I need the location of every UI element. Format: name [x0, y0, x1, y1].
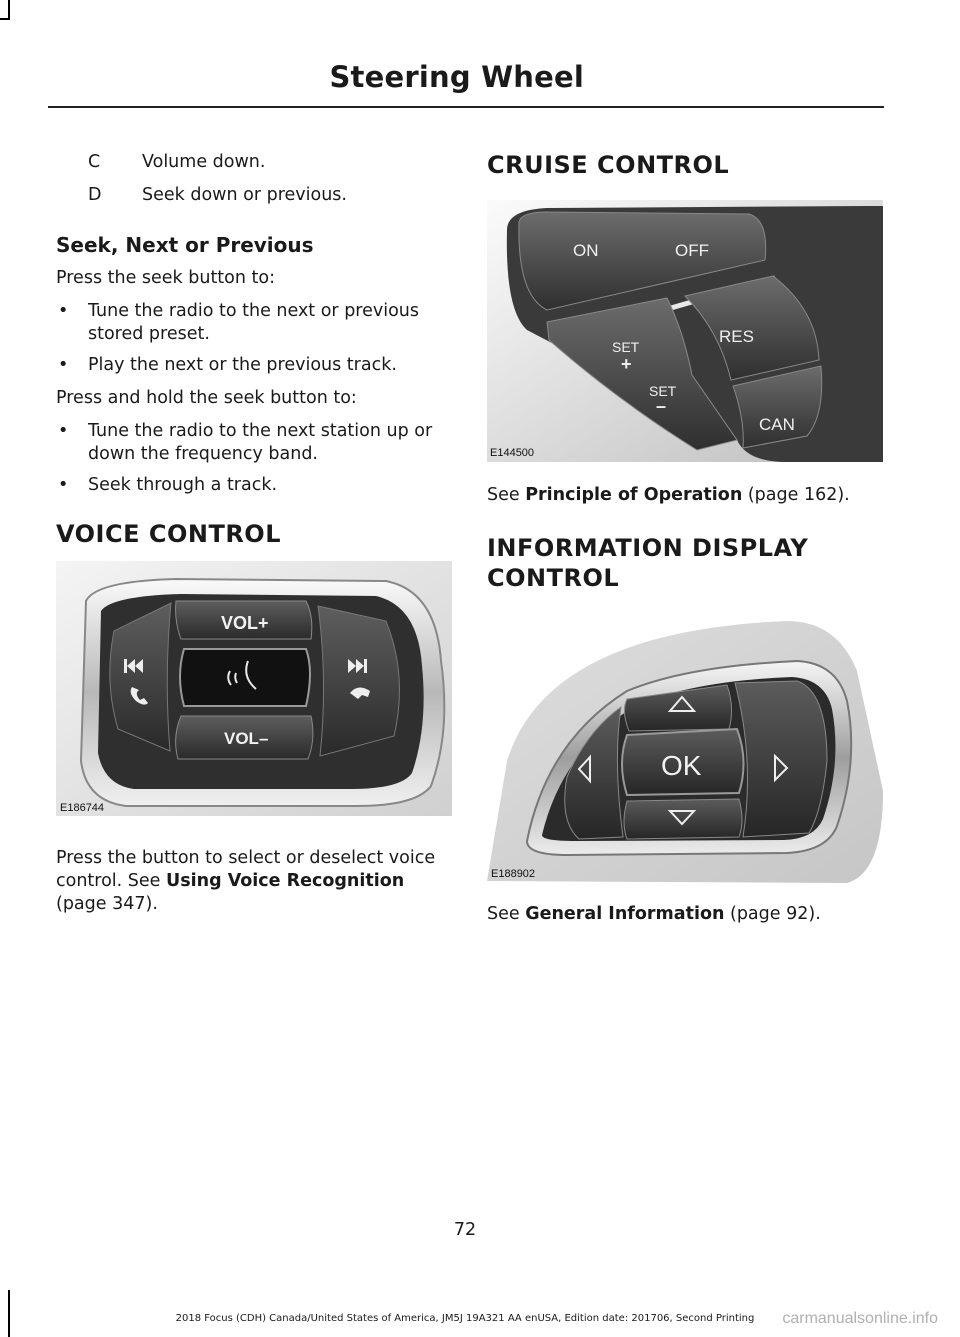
section-heading-cruise: CRUISE CONTROL — [487, 151, 730, 179]
page-title: Steering Wheel — [329, 60, 584, 94]
voice-control-figure — [56, 561, 452, 821]
list-item: • Seek through a track. — [58, 475, 278, 495]
plus-icon: + — [621, 354, 632, 374]
crop-mark — [8, 0, 10, 18]
hold-intro: Press and hold the seek button to: — [56, 388, 357, 408]
page-number: 72 — [453, 1220, 477, 1240]
figure-code: E188902 — [491, 868, 536, 880]
ok-label: OK — [661, 750, 702, 781]
figure-code: E144500 — [490, 447, 535, 459]
hold-list — [56, 420, 452, 497]
legend-item — [88, 183, 452, 207]
legend-item — [88, 150, 452, 174]
can-label: CAN — [759, 415, 795, 434]
minus-icon: – — [656, 396, 667, 416]
cruise-control-figure — [487, 200, 883, 462]
list-item: • Play the next or the previous track. — [58, 355, 397, 375]
legend-text: Seek down or previous. — [142, 185, 347, 205]
res-label: RES — [719, 327, 754, 346]
legend-key: C — [88, 152, 101, 172]
list-item: • Tune the radio to the next or previous stored preset. — [58, 301, 420, 344]
header-divider — [48, 106, 884, 108]
press-list — [56, 300, 452, 377]
seek-forward-button — [318, 606, 399, 756]
voice-control-illustration — [56, 561, 452, 821]
right-button — [735, 681, 827, 837]
watermark: carmanualsonline.info — [782, 1310, 938, 1327]
voice-text: Press the button to select or deselect voice control. See — [56, 848, 436, 891]
section-heading-seek: Seek, Next or Previous — [56, 233, 314, 257]
cruise-paragraph: See Principle of Operation (page 162). — [487, 485, 850, 505]
info-display-illustration — [487, 611, 883, 883]
off-label: OFF — [675, 241, 709, 260]
voice-button — [180, 649, 310, 706]
bullet-icon: • — [58, 355, 69, 375]
list-item: • Tune the radio to the next station up or down the frequency band. — [58, 421, 433, 464]
vol-up-label: VOL+ — [221, 613, 269, 633]
voice-page: (page 347). — [56, 894, 158, 914]
voice-paragraph — [56, 847, 452, 916]
legend-text: Volume down. — [142, 152, 266, 172]
figure-code: E186744 — [60, 802, 105, 814]
set-plus-label: SET — [612, 339, 640, 355]
bullet-icon: • — [58, 475, 69, 495]
bullet-icon: • — [58, 301, 69, 321]
section-heading-info: INFORMATION DISPLAY CONTROL — [487, 534, 809, 592]
set-minus-label: SET — [649, 383, 677, 399]
right-column — [487, 144, 883, 936]
on-label: ON — [573, 241, 599, 260]
footer-text: 2018 Focus (CDH) Canada/United States of America, JM5J 19A321 AA enUSA, Edition date: 201706, Second Printing — [175, 1313, 755, 1324]
legend-key: D — [88, 185, 102, 205]
vol-down-label: VOL– — [224, 729, 269, 748]
info-ref-link[interactable]: General Information — [525, 904, 725, 924]
voice-ref-link[interactable]: Using Voice Recognition — [166, 871, 405, 891]
cruise-control-illustration — [487, 200, 883, 462]
bullet-icon: • — [58, 421, 69, 441]
section-heading-voice: VOICE CONTROL — [56, 520, 281, 548]
info-paragraph: See General Information (page 92). — [487, 904, 821, 924]
down-button — [624, 799, 742, 839]
left-column — [56, 150, 452, 926]
press-intro: Press the seek button to: — [56, 268, 275, 288]
crop-mark — [0, 18, 10, 20]
cruise-ref-link[interactable]: Principle of Operation — [525, 485, 743, 505]
info-display-figure — [487, 611, 883, 883]
